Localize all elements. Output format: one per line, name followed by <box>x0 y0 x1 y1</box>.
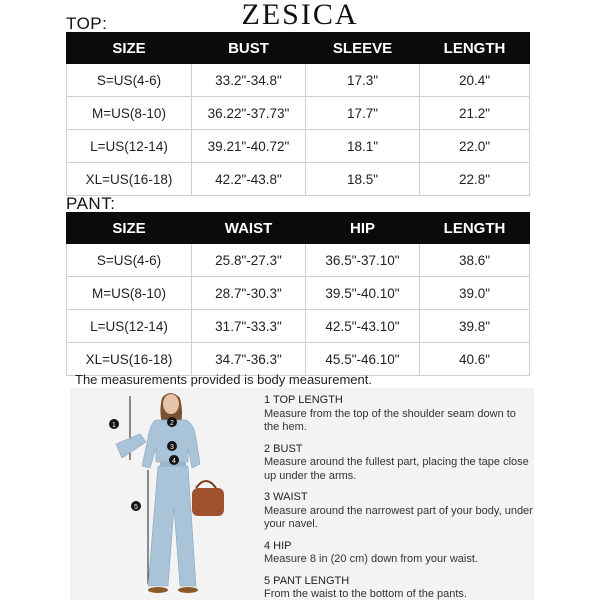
marker-3 <box>167 441 177 451</box>
table-cell: 34.7"-36.3" <box>192 343 306 376</box>
table-cell: 22.8" <box>420 163 530 196</box>
top-size-table <box>66 32 530 196</box>
table-cell: 18.1" <box>306 130 420 163</box>
top-section-label: TOP: <box>66 14 108 33</box>
table-cell: 36.5"-37.10" <box>306 244 420 277</box>
marker-2 <box>167 417 177 427</box>
guide-item-bust <box>264 443 534 484</box>
column-header: WAIST <box>192 213 306 244</box>
column-header: LENGTH <box>420 33 530 64</box>
marker-4 <box>169 455 179 465</box>
table-cell: 21.2" <box>420 97 530 130</box>
guide-item-body: Measure from the top of the shoulder seam down to the hem. <box>264 407 516 433</box>
table-cell: S=US(4-6) <box>67 64 192 97</box>
table-row <box>67 163 530 196</box>
table-cell: 31.7"-33.3" <box>192 310 306 343</box>
table-cell: 40.6" <box>420 343 530 376</box>
model-figure-illustration <box>100 388 240 600</box>
measurement-guide-text <box>264 394 534 610</box>
column-header: SLEEVE <box>306 33 420 64</box>
guide-item-title: 1 TOP LENGTH <box>264 394 343 406</box>
table-cell: XL=US(16-18) <box>67 163 192 196</box>
bag-handle <box>196 481 216 488</box>
svg-text:5: 5 <box>134 504 138 511</box>
guide-item-top-length <box>264 394 534 435</box>
table-row <box>67 310 530 343</box>
guide-item-body: From the waist to the bottom of the pants. <box>264 588 467 600</box>
table-cell: M=US(8-10) <box>67 97 192 130</box>
table-cell: 33.2"-34.8" <box>192 64 306 97</box>
column-header: BUST <box>192 33 306 64</box>
table-cell: XL=US(16-18) <box>67 343 192 376</box>
table-cell: 42.2"-43.8" <box>192 163 306 196</box>
guide-item-pant-length <box>264 575 534 602</box>
guide-item-waist <box>264 491 534 532</box>
handbag-shape <box>192 488 224 516</box>
brand-logo: ZESICA <box>241 0 359 31</box>
marker-5 <box>131 501 141 511</box>
table-cell: 20.4" <box>420 64 530 97</box>
table-row <box>67 64 530 97</box>
guide-item-title: 2 BUST <box>264 442 303 455</box>
guide-item-title: 3 WAIST <box>264 491 308 503</box>
left-shoe <box>148 587 168 593</box>
table-cell: 17.7" <box>306 97 420 130</box>
table-cell: S=US(4-6) <box>67 244 192 277</box>
pant-size-table <box>66 212 530 376</box>
table-cell: 39.21"-40.72" <box>192 130 306 163</box>
svg-text:2: 2 <box>170 420 174 427</box>
measurement-note: The measurements provided is body measurement. <box>75 372 372 387</box>
table-cell: 17.3" <box>306 64 420 97</box>
table-cell: 45.5"-46.10" <box>306 343 420 376</box>
guide-item-title: 5 PANT LENGTH <box>264 574 350 587</box>
table-header-row <box>67 213 530 244</box>
pants-shape <box>148 466 196 586</box>
table-cell: 39.5"-40.10" <box>306 277 420 310</box>
table-cell: 36.22"-37.73" <box>192 97 306 130</box>
svg-text:1: 1 <box>112 422 116 429</box>
table-header-row <box>67 33 530 64</box>
guide-item-body: Measure around the narrowest part of your body, under your navel. <box>264 504 533 530</box>
column-header: SIZE <box>67 33 192 64</box>
table-cell: M=US(8-10) <box>67 277 192 310</box>
table-cell: 39.8" <box>420 310 530 343</box>
table-row <box>67 97 530 130</box>
right-shoe <box>178 587 198 593</box>
table-cell: 25.8"-27.3" <box>192 244 306 277</box>
column-header: SIZE <box>67 213 192 244</box>
table-cell: 18.5" <box>306 163 420 196</box>
table-row <box>67 130 530 163</box>
guide-item-body: Measure 8 in (20 cm) down from your waist. <box>264 553 478 565</box>
guide-item-hip <box>264 540 534 567</box>
head-shape <box>163 394 179 414</box>
table-row <box>67 343 530 376</box>
table-cell: 42.5"-43.10" <box>306 310 420 343</box>
guide-item-body: Measure around the fullest part, placing the tape close up under the arms. <box>264 456 529 482</box>
table-cell: 22.0" <box>420 130 530 163</box>
table-row <box>67 277 530 310</box>
svg-text:4: 4 <box>172 458 176 465</box>
table-cell: L=US(12-14) <box>67 310 192 343</box>
guide-item-title: 4 HIP <box>264 539 292 552</box>
table-row <box>67 244 530 277</box>
marker-1 <box>109 419 119 429</box>
table-cell: L=US(12-14) <box>67 130 192 163</box>
column-header: LENGTH <box>420 213 530 244</box>
table-cell: 39.0" <box>420 277 530 310</box>
table-cell: 28.7"-30.3" <box>192 277 306 310</box>
svg-text:3: 3 <box>170 444 174 451</box>
column-header: HIP <box>306 213 420 244</box>
left-sleeve-shape <box>116 434 146 458</box>
pant-section-label: PANT: <box>66 194 116 213</box>
table-cell: 38.6" <box>420 244 530 277</box>
